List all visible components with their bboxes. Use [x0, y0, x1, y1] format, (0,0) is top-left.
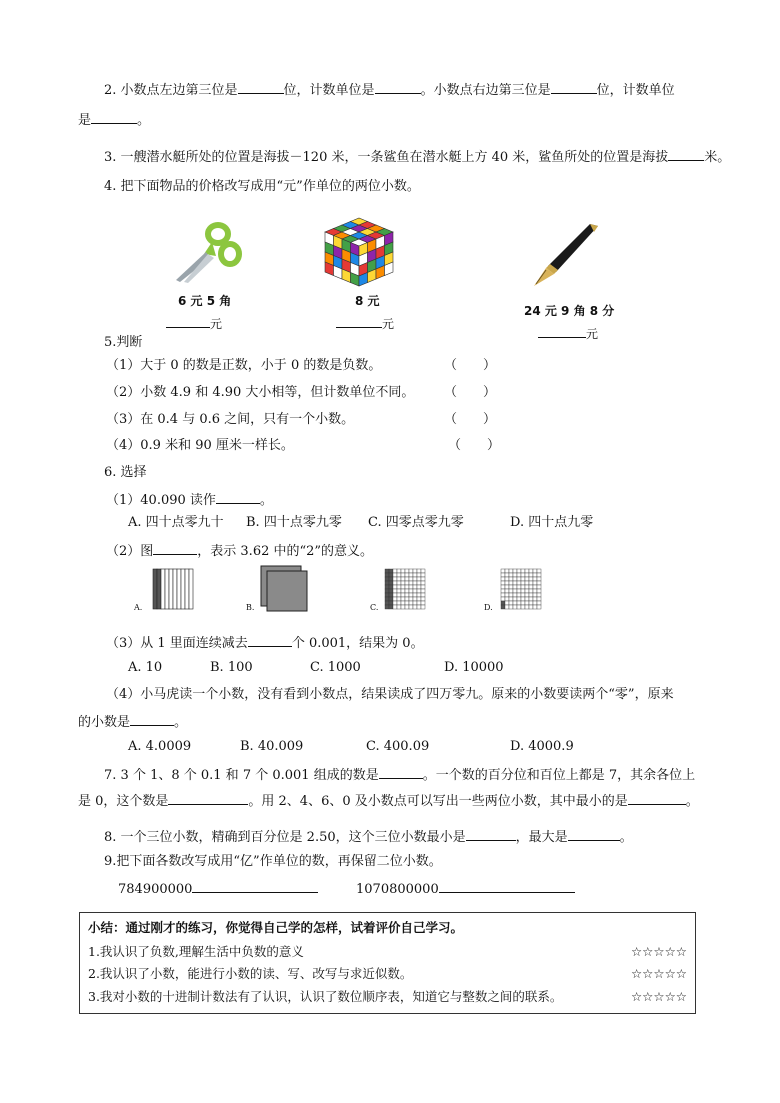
q5-item-3: （3）在 0.4 与 0.6 之间，只有一个小数。 [106, 412, 355, 427]
rating-stars-1[interactable]: ☆☆☆☆☆ [630, 944, 687, 959]
summary-row-1: 1.我认识了负数,理解生活中负数的意义 ☆☆☆☆☆ [88, 944, 687, 959]
q8-blank-max[interactable] [568, 827, 620, 841]
q9-instruction: 9.把下面各数改写成用“亿”作单位的数，再保留二位小数。 [104, 854, 442, 869]
q7-blank-2[interactable] [168, 791, 248, 805]
q5-item-2: （2）小数 4.9 和 4.90 大小相等，但计数单位不同。 [106, 385, 415, 400]
summary-row-3: 3.我对小数的十进制计数法有了认识，认识了数位顺序表，知道它与整数之间的联系。 ☆☆☆☆☆ [88, 989, 687, 1004]
q5-paren-3[interactable]: （ ） [444, 412, 497, 427]
q6-p1-stem: （1）40.090 读作 。 [106, 490, 273, 510]
summary-box [79, 912, 696, 1014]
rubiks-cube-icon [323, 216, 395, 292]
scissors-icon [170, 220, 242, 290]
q6-p2-letter-b: B. [246, 603, 255, 612]
q3-blank[interactable] [668, 147, 704, 161]
q4-instruction: 4. 把下面物品的价格改写成用“元”作单位的两位小数。 [104, 179, 420, 194]
q8-blank-min[interactable] [466, 827, 516, 841]
q2-blank-2[interactable] [375, 80, 421, 94]
q9-blank-1[interactable] [192, 879, 318, 893]
q5-paren-1[interactable]: （ ） [444, 358, 497, 373]
q8-line: 8. 一个三位小数，精确到百分位是 2.50，这个三位小数最小是 ，最大是 。 [104, 827, 633, 847]
q9-number-2: 1070800000 [356, 879, 575, 899]
q6-p4-line1: （4）小马虎读一个小数，没有看到小数点，结果读成了四万零九。原来的小数要读两个“零”，原来 [106, 687, 674, 702]
q6-p4-option-d[interactable]: D. 4000.9 [510, 739, 574, 754]
q6-p1-option-c[interactable]: C. 四零点零九零 [368, 515, 464, 530]
scissors-answer: 元 [166, 314, 222, 332]
q6-p3-option-c[interactable]: C. 1000 [310, 660, 361, 675]
q6-p2-letter-d: D. [484, 603, 493, 612]
rating-stars-2[interactable]: ☆☆☆☆☆ [630, 966, 687, 981]
cube-blank[interactable] [336, 314, 382, 328]
q6-p2-blank[interactable] [153, 541, 197, 555]
q5-title: 5.判断 [104, 335, 143, 350]
q7-blank-3[interactable] [628, 791, 686, 805]
q6-p4-option-a[interactable]: A. 4.0009 [128, 739, 192, 754]
q5-item-4: （4）0.9 米和 90 厘米一样长。 [106, 438, 294, 453]
q6-p3-blank[interactable] [248, 633, 292, 647]
fig-d-hundred-grid[interactable] [500, 568, 542, 614]
pen-blank[interactable] [538, 324, 586, 338]
pen-answer: 元 [538, 324, 598, 342]
q6-p1-option-b[interactable]: B. 四十点零九零 [246, 515, 342, 530]
q6-p4-option-c[interactable]: C. 400.09 [366, 739, 430, 754]
q2-line2: 是 。 [78, 110, 150, 130]
q5-paren-2[interactable]: （ ） [444, 385, 497, 400]
q2-blank-4[interactable] [91, 110, 137, 124]
q6-p2-letter-c: C. [370, 603, 379, 612]
fig-b-two-squares[interactable] [260, 565, 310, 617]
q9-number-1: 784900000 [118, 879, 318, 899]
q2-line1: 2. 小数点左边第三位是 位，计数单位是 。小数点右边第三位是 位，计数单位 [104, 80, 675, 100]
q9-blank-2[interactable] [439, 879, 575, 893]
fig-c-hundred-grid[interactable] [384, 568, 426, 614]
fountain-pen-icon [528, 222, 602, 292]
q5-paren-4[interactable]: （ ） [448, 438, 501, 453]
q6-p2-stem: （2）图 ，表示 3.62 中的“2”的意义。 [106, 541, 373, 561]
q6-p3-stem: （3）从 1 里面连续减去 个 0.001，结果为 0。 [106, 633, 424, 653]
q2-blank-3[interactable] [551, 80, 597, 94]
q6-p1-option-a[interactable]: A. 四十点零九十 [128, 515, 224, 530]
q6-p2-letter-a: A. [134, 603, 143, 612]
q5-item-1: （1）大于 0 的数是正数，小于 0 的数是负数。 [106, 358, 382, 373]
q7-line1: 7. 3 个 1、8 个 0.1 和 7 个 0.001 组成的数是 。一个数的百分位和百位上都是 7，其余各位上 [104, 765, 695, 785]
cube-price: 8 元 [355, 294, 380, 308]
q6-p3-option-a[interactable]: A. 10 [128, 660, 163, 675]
q6-p3-option-d[interactable]: D. 10000 [444, 660, 504, 675]
q6-p4-line2: 的小数是 。 [78, 712, 187, 732]
q6-p4-option-b[interactable]: B. 40.009 [240, 739, 304, 754]
summary-title: 小结：通过刚才的练习，你觉得自己学的怎样，试着评价自己学习。 [88, 920, 464, 935]
scissors-price: 6 元 5 角 [178, 294, 232, 308]
q6-p1-option-d[interactable]: D. 四十点九零 [510, 515, 594, 530]
cube-answer: 元 [336, 314, 394, 332]
pen-price: 24 元 9 角 8 分 [524, 304, 615, 318]
q6-p4-blank[interactable] [130, 712, 174, 726]
summary-row-2: 2.我认识了小数，能进行小数的读、写、改写与求近似数。 ☆☆☆☆☆ [88, 966, 687, 981]
q7-line2: 是 0，这个数是 。用 2、4、6、0 及小数点可以写出一些两位小数，其中最小的是 。 [78, 791, 699, 811]
q7-blank-1[interactable] [379, 765, 423, 779]
rating-stars-3[interactable]: ☆☆☆☆☆ [630, 989, 687, 1004]
q6-p1-blank[interactable] [216, 490, 260, 504]
q6-title: 6. 选择 [104, 465, 147, 480]
scissors-blank[interactable] [166, 314, 210, 328]
fig-a-strip-grid[interactable] [152, 568, 194, 614]
q6-p3-option-b[interactable]: B. 100 [210, 660, 253, 675]
q2-blank-1[interactable] [238, 80, 284, 94]
q3-line: 3. 一艘潜水艇所处的位置是海拔－120 米，一条鲨鱼在潜水艇上方 40 米，鲨鱼所处的位置是海拔 米。 [104, 147, 730, 167]
